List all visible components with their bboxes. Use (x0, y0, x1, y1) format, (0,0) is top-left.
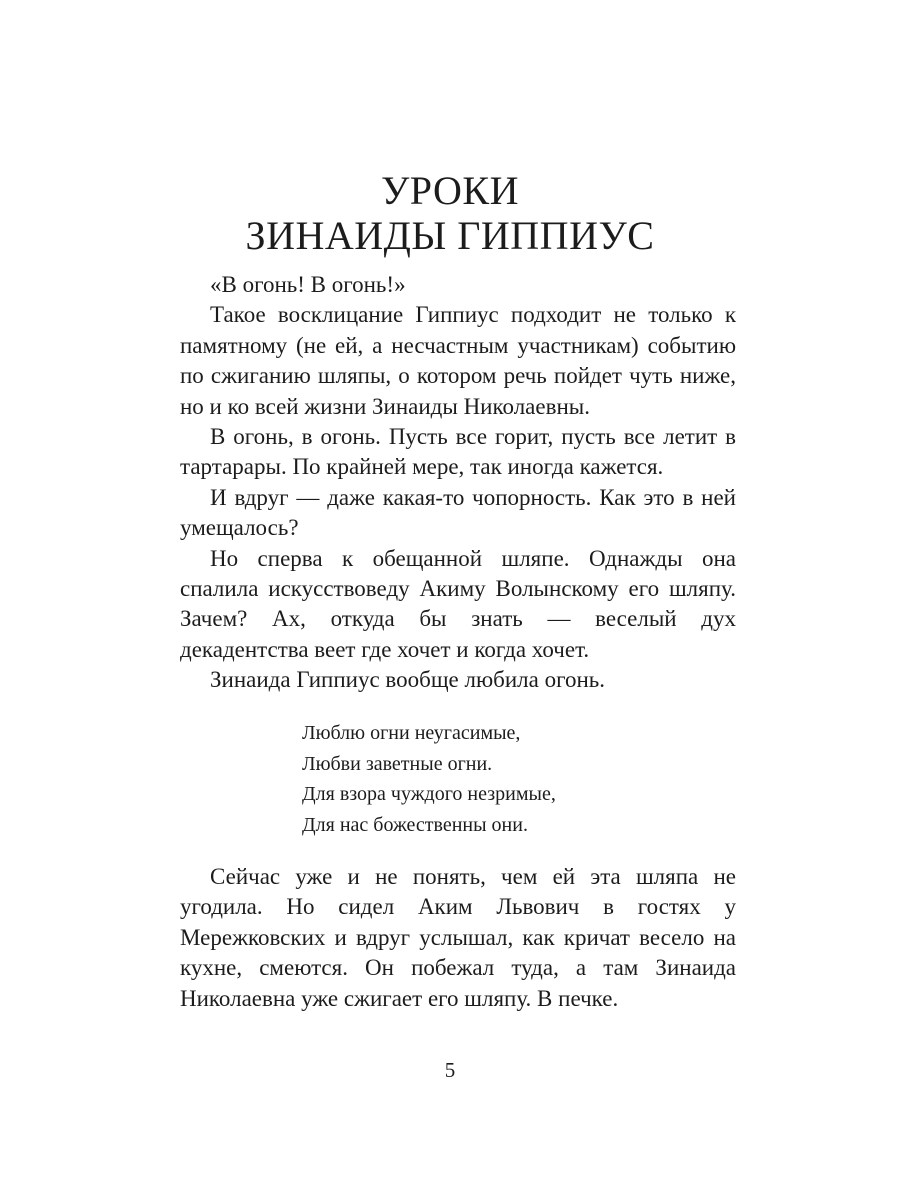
text-block-before-poem (180, 270, 736, 696)
paragraph-exclamation: «В огонь! В огонь!» (210, 272, 406, 297)
poem-line: Для взора чуждого незримые, (302, 783, 556, 806)
chapter-title-line-2: ЗИНАИДЫ ГИППИУС (245, 213, 655, 258)
paragraph: Зинаида Гиппиус вообще любила огонь. (210, 667, 606, 693)
poem-quote (302, 718, 556, 840)
page-number: 5 (444, 1058, 456, 1082)
paragraph: И вдруг — даже какая-то чопорность. Как это в ней умещалось? (180, 484, 736, 541)
chapter-title (0, 168, 900, 258)
text-block-after-poem (180, 862, 736, 1014)
paragraph: Такое восклицание Гиппиус подходит не только к памятному (не ей, а несчастным участникам) событию по сжиганию шляпы, о котором речь пойдет чуть ниже, но и ко всей жизни Зинаиды Николаевны. (180, 302, 736, 419)
paragraph: Сейчас уже и не понять, чем ей эта шляпа не угодила. Но сидел Аким Львович в гостях у Мережковских и вдруг услышал, как кричат весело на кухне, смеются. Он побежал туда, а там Зинаида Николаевна уже сжигает его шляпу. В печке. (180, 864, 736, 1011)
poem-line: Люблю огни неугасимые, (302, 722, 521, 744)
paragraph: Но сперва к обещанной шляпе. Однажды она спалила искусствоведу Акиму Волынскому его шляпу. Зачем? Ах, откуда бы знать — веселый дух декадентства веет где хочет и когда хочет. (180, 545, 736, 662)
chapter-title-line-1: УРОКИ (380, 168, 519, 213)
poem-line: Любви заветные огни. (302, 752, 493, 775)
paragraph: В огонь, в огонь. Пусть все горит, пусть все летит в тартарары. По крайней мере, так иногда кажется. (180, 424, 736, 480)
poem-line: Для нас божественны они. (302, 813, 528, 836)
